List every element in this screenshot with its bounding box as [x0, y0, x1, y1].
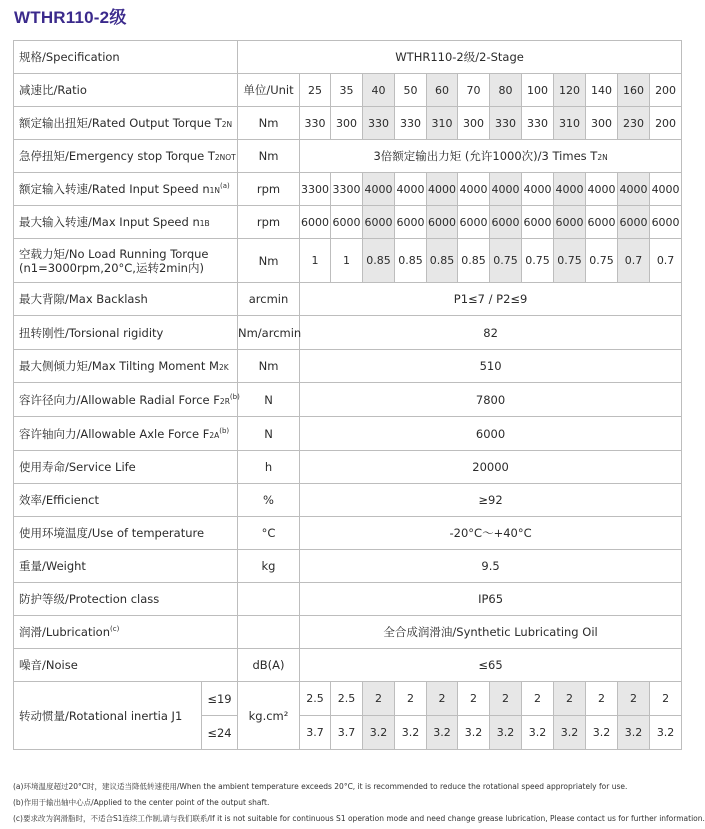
row-weight — [14, 550, 682, 583]
row-protection — [14, 583, 682, 616]
value-cell: 6000 — [458, 206, 490, 239]
value-cell: 70 — [458, 74, 490, 107]
value-cell: 3.7 — [331, 716, 363, 750]
value-cell: 3.2 — [618, 716, 650, 750]
label-rated-speed: 额定输入转速/Rated Input Speed $n1N^{(a)}$ — [14, 173, 238, 206]
unit-backlash: arcmin — [238, 283, 300, 316]
value-cell: 0.85 — [427, 239, 458, 283]
footnote-b: (b)作用于输出轴中心点/Applied to the center point of the output shaft. — [13, 798, 270, 807]
value-cell: 25 — [300, 74, 331, 107]
value-cell: 35 — [331, 74, 363, 107]
label-protection: 防护等级/Protection class — [14, 583, 238, 616]
label-efficiency: 效率/Efficienct — [14, 484, 238, 517]
value-cell: 4000 — [427, 173, 458, 206]
value-cell: 3300 — [300, 173, 331, 206]
footnotes — [13, 779, 705, 827]
row-rated-torque — [14, 107, 682, 140]
label-rigidity: 扭转刚性/Torsional rigidity — [14, 316, 238, 350]
value-cell: 0.85 — [363, 239, 395, 283]
value-cell: 3.2 — [522, 716, 554, 750]
value-cell: 6000 — [300, 206, 331, 239]
value-cell: 6000 — [522, 206, 554, 239]
value-cell: 2 — [586, 682, 618, 716]
value-cell: 6000 — [331, 206, 363, 239]
value-protection: IP65 — [300, 583, 682, 616]
value-cell: 1 — [300, 239, 331, 283]
value-cell: 4000 — [650, 173, 682, 206]
label-ratio: 减速比/Ratio — [14, 74, 238, 107]
row-noise — [14, 649, 682, 682]
value-weight: 9.5 — [300, 550, 682, 583]
value-cell: 330 — [363, 107, 395, 140]
value-cell: 3.2 — [586, 716, 618, 750]
page-title: WTHR110-2级 — [14, 8, 127, 27]
value-cell: 6000 — [363, 206, 395, 239]
value-cell: 3.2 — [554, 716, 586, 750]
value-cell: 3.2 — [458, 716, 490, 750]
unit-protection — [238, 583, 300, 616]
unit-weight: kg — [238, 550, 300, 583]
label-no-load: 空载力矩/No Load Running Torque (n1=3000rpm,20°C,运转2min内) — [14, 239, 238, 283]
inertia-cond-1: ≤19 — [202, 682, 238, 716]
value-cell: 230 — [618, 107, 650, 140]
value-cell: 50 — [395, 74, 427, 107]
unit-radial: N — [238, 383, 300, 417]
unit-noise: dB(A) — [238, 649, 300, 682]
unit-rigidity: Nm/arcmin — [238, 316, 300, 350]
unit-temperature: °C — [238, 517, 300, 550]
value-cell: 100 — [522, 74, 554, 107]
value-efficiency: ≥92 — [300, 484, 682, 517]
row-inertia-1 — [14, 682, 682, 716]
value-cell: 4000 — [554, 173, 586, 206]
value-cell: 300 — [458, 107, 490, 140]
value-cell: 2 — [522, 682, 554, 716]
label-temperature: 使用环境温度/Use of temperature — [14, 517, 238, 550]
value-cell: 4000 — [618, 173, 650, 206]
value-cell: 2 — [554, 682, 586, 716]
value-cell: 0.75 — [490, 239, 522, 283]
value-spec: WTHR110-2级/2-Stage — [238, 41, 682, 74]
label-weight: 重量/Weight — [14, 550, 238, 583]
value-cell: 40 — [363, 74, 395, 107]
value-cell: 2 — [363, 682, 395, 716]
value-cell: 120 — [554, 74, 586, 107]
row-axial — [14, 417, 682, 451]
value-cell: 3.2 — [363, 716, 395, 750]
value-cell: 0.85 — [395, 239, 427, 283]
label-tilting: 最大侧倾力矩/Max Tilting Moment M2K — [14, 350, 238, 383]
unit-emergency: Nm — [238, 140, 300, 173]
value-cell: 3.2 — [395, 716, 427, 750]
label-noise: 噪音/Noise — [14, 649, 238, 682]
label-axial: 容许轴向力/Allowable Axle Force $F2A^{(b)}$ — [14, 417, 238, 451]
unit-life: h — [238, 451, 300, 484]
spec-table — [13, 40, 682, 750]
value-cell: 2 — [395, 682, 427, 716]
value-cell: 2.5 — [331, 682, 363, 716]
label-lubrication: 润滑/Lubrication$^{(c)}$ — [14, 616, 238, 649]
value-life: 20000 — [300, 451, 682, 484]
value-emergency: 3倍额定输出力矩 (允许1000次)/3 Times T2N — [300, 140, 682, 173]
value-cell: 3.2 — [427, 716, 458, 750]
value-cell: 4000 — [586, 173, 618, 206]
row-spec — [14, 41, 682, 74]
unit-lubrication — [238, 616, 300, 649]
value-backlash: P1≤7 / P2≤9 — [300, 283, 682, 316]
value-cell: 4000 — [395, 173, 427, 206]
value-cell: 6000 — [554, 206, 586, 239]
row-temperature — [14, 517, 682, 550]
row-max-speed — [14, 206, 682, 239]
value-cell: 4000 — [490, 173, 522, 206]
value-cell: 6000 — [618, 206, 650, 239]
value-cell: 330 — [490, 107, 522, 140]
value-cell: 4000 — [522, 173, 554, 206]
label-inertia: 转动惯量/Rotational inertia J1 — [14, 682, 202, 750]
label-rated-torque: 额定输出扭矩/Rated Output Torque T2N — [14, 107, 238, 140]
value-radial: 7800 — [300, 383, 682, 417]
unit-ratio: 单位/Unit — [238, 74, 300, 107]
value-cell: 6000 — [490, 206, 522, 239]
label-spec: 规格/Specification — [14, 41, 238, 74]
value-cell: 6000 — [395, 206, 427, 239]
value-cell: 300 — [331, 107, 363, 140]
value-cell: 200 — [650, 74, 682, 107]
value-cell: 160 — [618, 74, 650, 107]
value-temperature: -20°C～+40°C — [300, 517, 682, 550]
unit-tilting: Nm — [238, 350, 300, 383]
row-life — [14, 451, 682, 484]
value-cell: 330 — [395, 107, 427, 140]
value-cell: 60 — [427, 74, 458, 107]
value-cell: 330 — [522, 107, 554, 140]
value-cell: 1 — [331, 239, 363, 283]
row-lubrication — [14, 616, 682, 649]
value-cell: 0.7 — [618, 239, 650, 283]
footnote-a: (a)环境温度超过20°C时，建议适当降低转速使用/When the ambient temperature exceeds 20°C, it is recommended to reduce the rotational speed appropriately for use. — [13, 782, 628, 791]
value-cell: 6000 — [427, 206, 458, 239]
unit-efficiency: % — [238, 484, 300, 517]
unit-rated-torque: Nm — [238, 107, 300, 140]
value-cell: 200 — [650, 107, 682, 140]
row-backlash — [14, 283, 682, 316]
value-cell: 0.75 — [522, 239, 554, 283]
value-cell: 2.5 — [300, 682, 331, 716]
value-noise: ≤65 — [300, 649, 682, 682]
value-axial: 6000 — [300, 417, 682, 451]
value-cell: 0.75 — [554, 239, 586, 283]
value-tilting: 510 — [300, 350, 682, 383]
value-cell: 2 — [458, 682, 490, 716]
value-cell: 2 — [650, 682, 682, 716]
row-no-load — [14, 239, 682, 283]
label-radial: 容许径向力/Allowable Radial Force $F2R^{(b)}$ — [14, 383, 238, 417]
row-tilting — [14, 350, 682, 383]
value-cell: 310 — [427, 107, 458, 140]
value-cell: 310 — [554, 107, 586, 140]
unit-axial: N — [238, 417, 300, 451]
value-cell: 2 — [618, 682, 650, 716]
value-cell: 6000 — [586, 206, 618, 239]
value-cell: 3300 — [331, 173, 363, 206]
value-cell: 3.2 — [490, 716, 522, 750]
value-cell: 4000 — [363, 173, 395, 206]
label-backlash: 最大背隙/Max Backlash — [14, 283, 238, 316]
label-emergency: 急停扭矩/Emergency stop Torque T2NOT — [14, 140, 238, 173]
value-cell: 3.7 — [300, 716, 331, 750]
row-radial — [14, 383, 682, 417]
unit-max-speed: rpm — [238, 206, 300, 239]
value-cell: 0.85 — [458, 239, 490, 283]
value-cell: 140 — [586, 74, 618, 107]
value-lubrication: 全合成润滑油/Synthetic Lubricating Oil — [300, 616, 682, 649]
unit-rated-speed: rpm — [238, 173, 300, 206]
value-cell: 2 — [427, 682, 458, 716]
value-cell: 4000 — [458, 173, 490, 206]
value-cell: 6000 — [650, 206, 682, 239]
row-emergency — [14, 140, 682, 173]
value-cell: 2 — [490, 682, 522, 716]
value-cell: 80 — [490, 74, 522, 107]
row-ratio — [14, 74, 682, 107]
row-efficiency — [14, 484, 682, 517]
row-rigidity — [14, 316, 682, 350]
value-cell: 3.2 — [650, 716, 682, 750]
row-rated-speed — [14, 173, 682, 206]
inertia-cond-2: ≤24 — [202, 716, 238, 750]
footnote-c: (c)要求改为润滑脂时，不适合S1连续工作制,请与我们联系/If it is not suitable for continuous S1 operation mode and need change grease lubrication, Please contact us for further information. — [13, 814, 705, 823]
value-cell: 300 — [586, 107, 618, 140]
label-life: 使用寿命/Service Life — [14, 451, 238, 484]
unit-inertia: kg.cm² — [238, 682, 300, 750]
unit-no-load: Nm — [238, 239, 300, 283]
value-cell: 0.75 — [586, 239, 618, 283]
label-max-speed: 最大输入转速/Max Input Speed n1B — [14, 206, 238, 239]
value-cell: 330 — [300, 107, 331, 140]
value-rigidity: 82 — [300, 316, 682, 350]
value-cell: 0.7 — [650, 239, 682, 283]
